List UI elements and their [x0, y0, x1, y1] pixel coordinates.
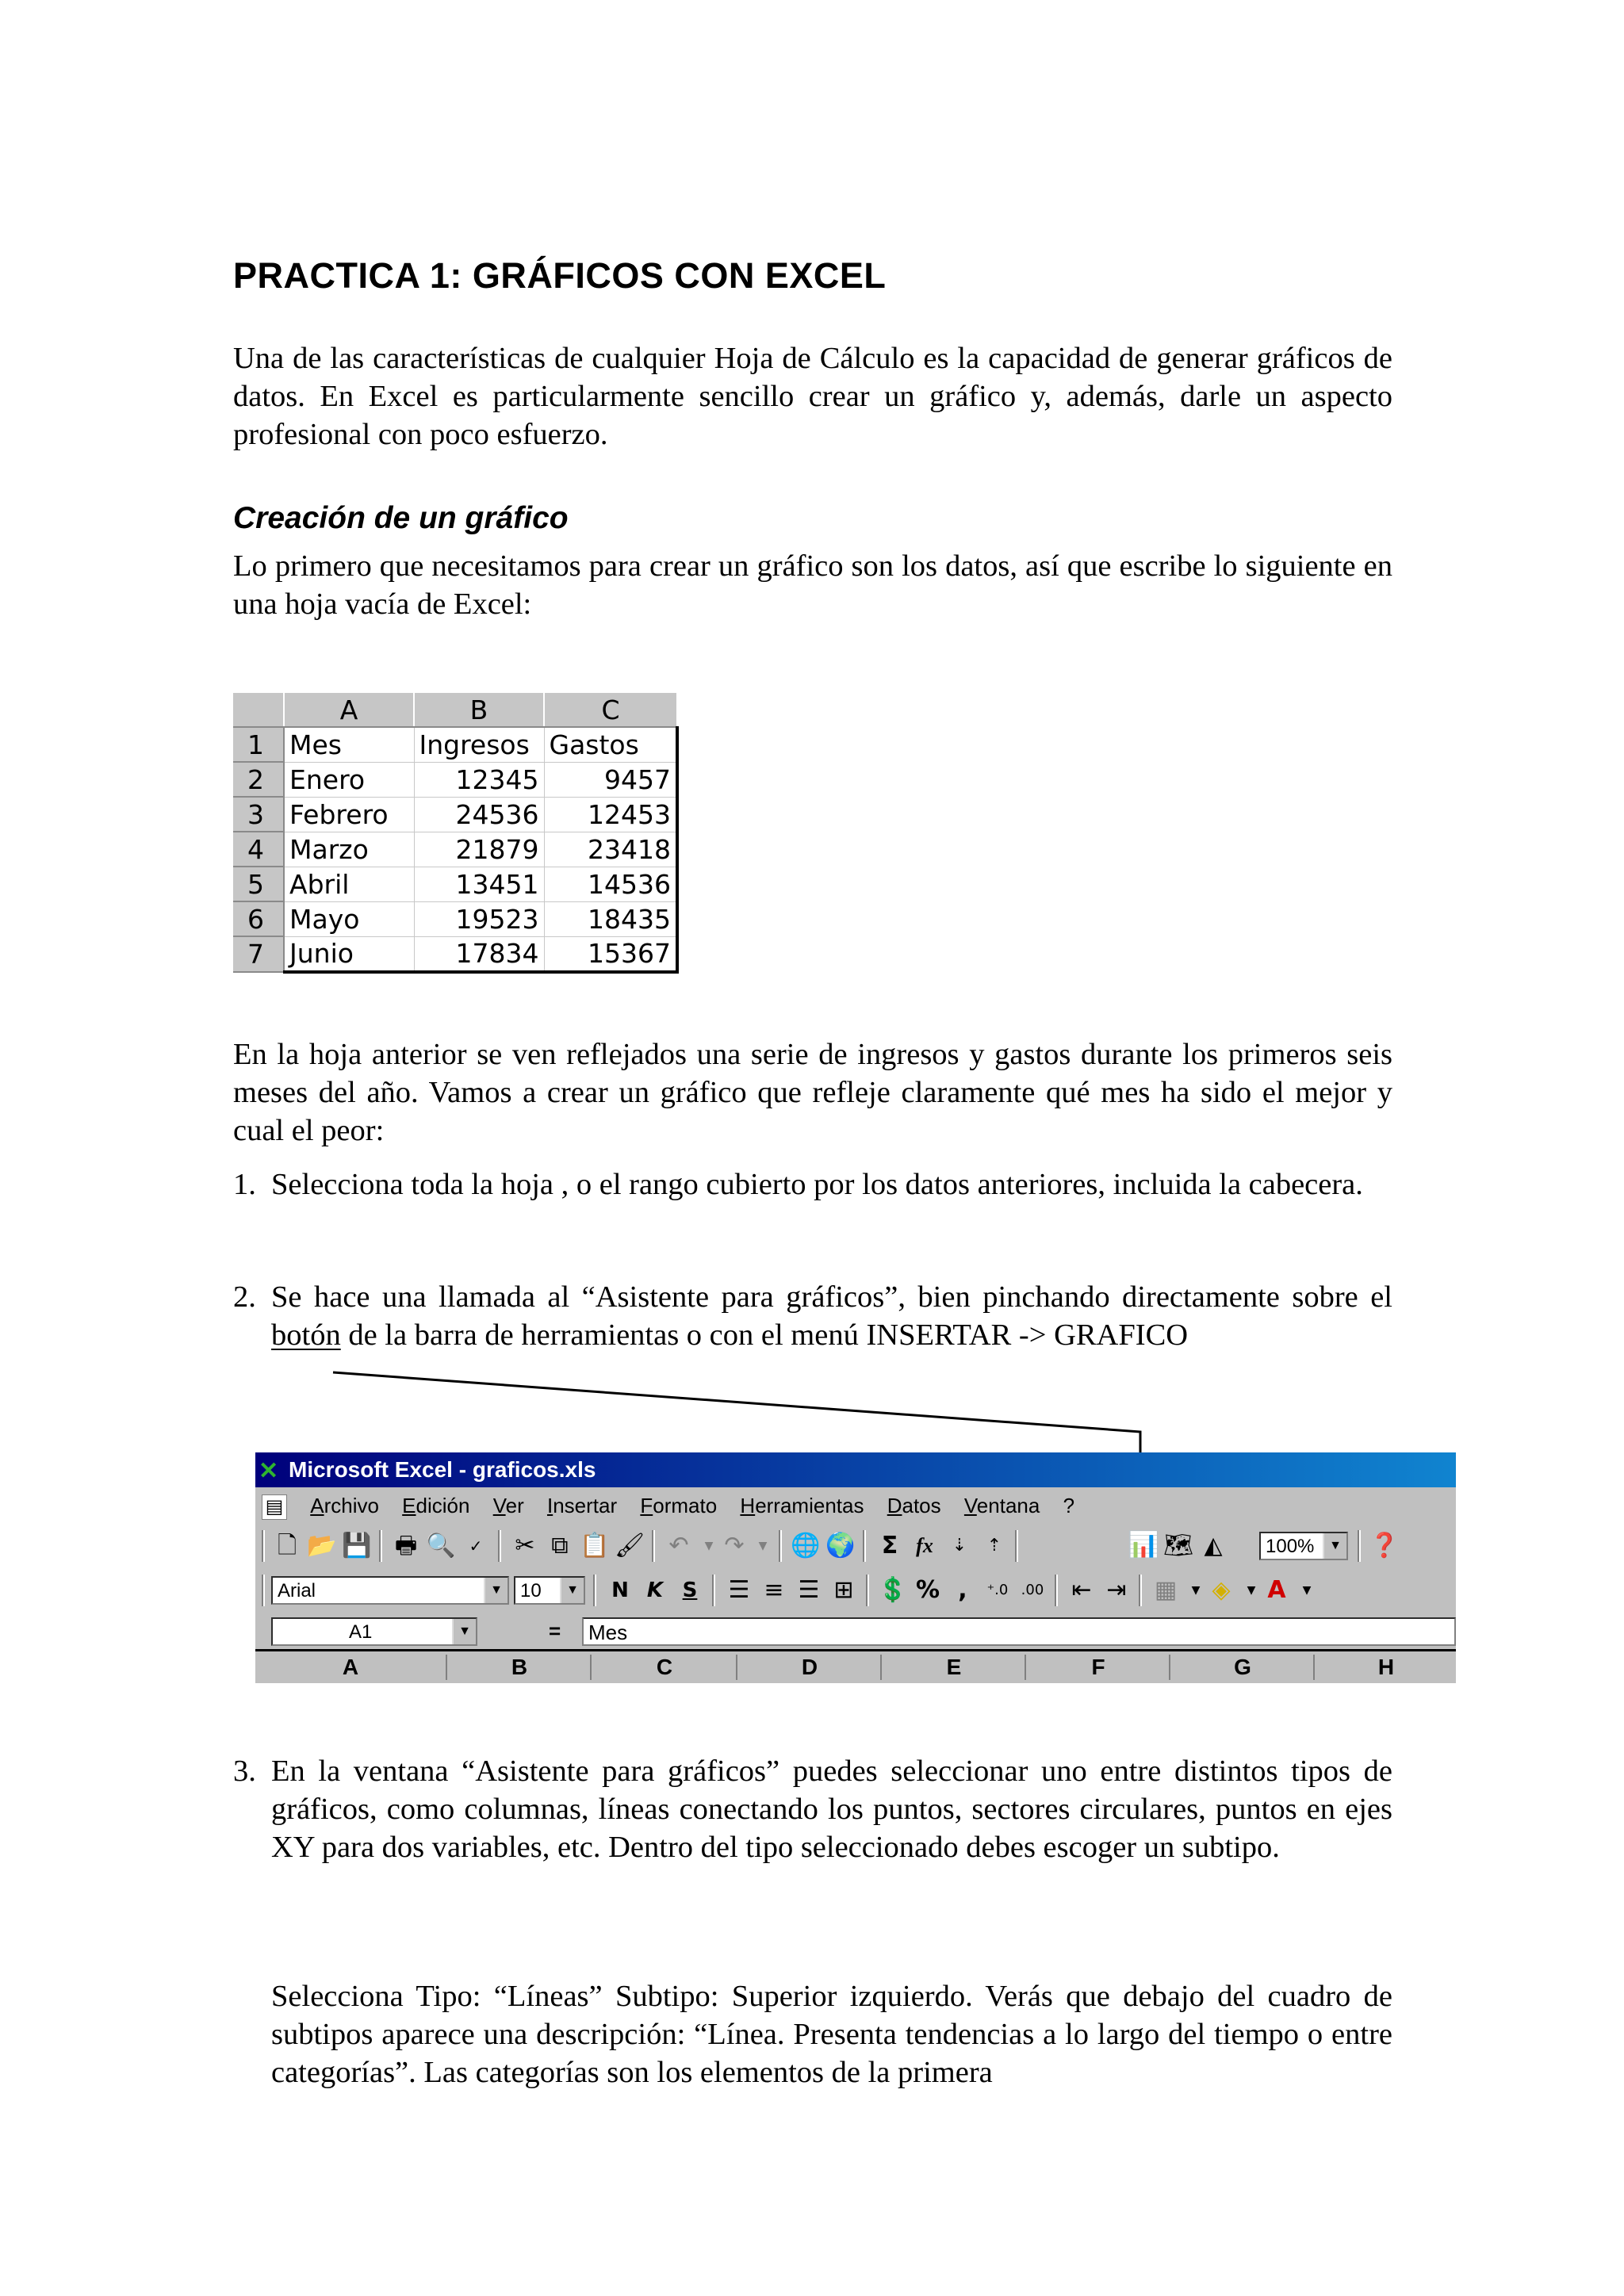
section-heading: Creación de un gráfico — [233, 501, 569, 535]
web-toolbar-icon[interactable]: 🌐 — [791, 1532, 821, 1559]
percent-icon[interactable]: % — [915, 1576, 940, 1604]
column-header: B — [414, 693, 544, 727]
sort-descending-icon[interactable]: ⇡ — [986, 1536, 1002, 1556]
cell: Mes — [284, 727, 414, 762]
comma-style-icon[interactable]: , — [958, 1576, 967, 1604]
fill-color-dropdown-icon[interactable]: ▼ — [1247, 1584, 1256, 1597]
print-preview-icon[interactable]: 🔍 — [426, 1532, 456, 1559]
cell: 23418 — [544, 832, 677, 867]
row-header: 6 — [233, 901, 284, 936]
cell: 14536 — [544, 867, 677, 901]
currency-icon[interactable]: 💲 — [878, 1576, 908, 1604]
row-header: 3 — [233, 797, 284, 832]
col-header-a[interactable]: A — [342, 1655, 359, 1679]
undo-dropdown-icon[interactable]: ▼ — [704, 1540, 714, 1552]
zoom-value: 100% — [1266, 1536, 1315, 1557]
excel-logo-icon: ✕ — [259, 1457, 279, 1484]
italic-button[interactable]: K — [646, 1578, 664, 1602]
menu-ayuda[interactable]: ? — [1063, 1494, 1075, 1517]
zoom-select[interactable] — [1259, 1532, 1348, 1560]
after-sheet-paragraph: En la hoja anterior se ven reflejados una serie de ingresos y gastos durante los primeros seis meses del año. Vamos a crear un gráfico que refleje claramente qué mes ha sido el mejor y cual el peor: — [233, 1038, 1392, 1147]
font-size-value: 10 — [520, 1580, 542, 1601]
step-number: 3. — [233, 1755, 256, 1788]
cell: 12453 — [544, 797, 677, 832]
save-icon[interactable]: 💾 — [342, 1532, 372, 1559]
cell: 21879 — [414, 832, 544, 867]
column-header: A — [284, 693, 414, 727]
decrease-indent-icon[interactable]: ⇤ — [1071, 1576, 1092, 1604]
step-number: 1. — [233, 1168, 256, 1201]
section-intro-paragraph: Lo primero que necesitamos para crear un gráfico son los datos, así que escribe lo siguiente en una hoja vacía de Excel: — [233, 549, 1392, 621]
redo-icon[interactable]: ↷ — [724, 1532, 745, 1559]
function-icon[interactable]: fx — [916, 1534, 933, 1557]
paste-icon[interactable]: 📋 — [580, 1532, 610, 1559]
column-headers — [255, 1649, 1456, 1683]
equals-sign[interactable]: = — [549, 1619, 561, 1643]
font-select[interactable] — [271, 1576, 509, 1605]
cell: 18435 — [544, 901, 677, 936]
excel-window-title: Microsoft Excel - graficos.xls — [289, 1457, 596, 1482]
drawing-icon[interactable]: ◭ — [1204, 1532, 1223, 1559]
borders-dropdown-icon[interactable]: ▼ — [1191, 1584, 1201, 1597]
document-icon[interactable]: ▤ — [262, 1494, 287, 1520]
step-3 — [233, 1752, 1392, 1871]
menu-herramientas[interactable]: Herramientas — [740, 1494, 864, 1517]
chart-wizard-icon[interactable]: 📊 — [1128, 1529, 1159, 1559]
merge-center-icon[interactable]: ⊞ — [833, 1576, 854, 1604]
col-header-h[interactable]: H — [1313, 1655, 1457, 1680]
open-icon[interactable]: 📂 — [307, 1532, 337, 1559]
font-value: Arial — [278, 1580, 316, 1601]
undo-icon[interactable]: ↶ — [668, 1532, 689, 1559]
col-header-c[interactable]: C — [590, 1655, 737, 1680]
chevron-down-icon[interactable]: ▼ — [452, 1619, 476, 1644]
increase-decimal-icon[interactable]: ⁺.0 — [986, 1582, 1009, 1598]
step-text-part: Se hace una llamada al “Asistente para gráficos”, bien pinchando directamente sobre el — [271, 1280, 1392, 1314]
print-icon[interactable]: 🖶 — [394, 1532, 418, 1559]
fill-color-icon[interactable]: ◈ — [1212, 1576, 1231, 1604]
hyperlink-icon[interactable]: 🌍 — [825, 1532, 856, 1559]
cell: Enero — [284, 762, 414, 797]
formatting-toolbar — [255, 1568, 1456, 1613]
align-right-icon[interactable]: ☰ — [798, 1576, 820, 1604]
copy-icon[interactable]: ⧉ — [551, 1532, 569, 1559]
cell: Abril — [284, 867, 414, 901]
name-box[interactable] — [271, 1617, 477, 1646]
step-number: 2. — [233, 1280, 256, 1314]
step-text: En la ventana “Asistente para gráficos” puedes seleccionar uno entre distintos tipos de gráficos, como columnas, líneas conectando los puntos, sectores circulares, puntos en ejes XY para dos variables, etc. Dentro del tipo seleccionado debes escoger un subtipo. — [271, 1755, 1392, 1864]
spelling-icon[interactable]: ✓ — [469, 1536, 483, 1556]
row-header: 7 — [233, 936, 284, 972]
cell: 24536 — [414, 797, 544, 832]
excel-menu-bar — [255, 1487, 1456, 1524]
page-title: PRACTICA 1: GRÁFICOS CON EXCEL — [233, 255, 887, 296]
formula-bar — [255, 1613, 1456, 1647]
cut-icon[interactable]: ✂ — [515, 1532, 535, 1559]
font-color-icon[interactable]: A — [1267, 1576, 1286, 1604]
step-text: Selecciona toda la hoja , o el rango cubierto por los datos anteriores, incluida la cabecera. — [271, 1168, 1363, 1201]
chevron-down-icon[interactable]: ▼ — [560, 1578, 584, 1603]
col-header-b[interactable]: B — [446, 1655, 592, 1680]
increase-indent-icon[interactable]: ⇥ — [1106, 1576, 1127, 1604]
cell: Marzo — [284, 832, 414, 867]
formula-input[interactable] — [582, 1617, 1456, 1646]
name-box-value: A1 — [349, 1621, 373, 1643]
menu-archivo[interactable]: Archivo — [310, 1494, 379, 1517]
cell: Febrero — [284, 797, 414, 832]
cell: 12345 — [414, 762, 544, 797]
menu-edicion[interactable]: Edición — [402, 1494, 470, 1517]
formula-value: Mes — [588, 1621, 628, 1644]
menu-datos[interactable]: Datos — [887, 1494, 941, 1517]
redo-dropdown-icon[interactable]: ▼ — [758, 1540, 768, 1552]
menu-formato[interactable]: Formato — [640, 1494, 718, 1517]
borders-icon[interactable]: ▦ — [1154, 1576, 1178, 1604]
cell: Gastos — [544, 727, 677, 762]
col-header-g[interactable]: G — [1169, 1655, 1315, 1680]
col-header-d[interactable]: D — [736, 1655, 882, 1680]
menu-insertar[interactable]: Insertar — [546, 1494, 618, 1517]
intro-paragraph: Una de las características de cualquier Hoja de Cálculo es la capacidad de generar gráficos de datos. En Excel es particularmente sencillo crear un gráfico y, además, darle un aspecto profesional con poco esfuerzo. — [233, 342, 1392, 451]
excel-window — [255, 1452, 1456, 1681]
align-left-icon[interactable]: ☰ — [728, 1576, 750, 1604]
chevron-down-icon[interactable]: ▼ — [484, 1578, 508, 1603]
chart-button-reference: botón — [271, 1318, 341, 1352]
chevron-down-icon[interactable]: ▼ — [1323, 1533, 1346, 1559]
column-header: C — [544, 693, 677, 727]
cell: 17834 — [414, 936, 544, 972]
row-header: 4 — [233, 832, 284, 867]
col-header-f[interactable]: F — [1025, 1655, 1170, 1680]
new-icon[interactable]: 🗋 — [277, 1532, 297, 1559]
menu-ventana[interactable]: Ventana — [963, 1494, 1040, 1517]
underline-button[interactable]: S — [682, 1578, 698, 1602]
help-icon[interactable]: ❓ — [1369, 1532, 1400, 1559]
font-size-select[interactable] — [514, 1576, 585, 1605]
step-3-continuation: Selecciona Tipo: “Líneas” Subtipo: Superior izquierdo. Verás que debajo del cuadro de subtipos aparece una descripción: “Línea. Presenta tendencias a lo largo del tiempo o entre categorías”. Las categorías son los elementos de la primera — [271, 1980, 1392, 2089]
cell: Ingresos — [414, 727, 544, 762]
bold-button[interactable]: N — [611, 1578, 629, 1602]
decrease-decimal-icon[interactable]: .00 — [1021, 1582, 1044, 1598]
menu-ver[interactable]: Ver — [492, 1494, 524, 1517]
cell: Junio — [284, 936, 414, 972]
format-painter-icon[interactable]: 🖌 — [614, 1532, 645, 1559]
col-header-e[interactable]: E — [880, 1655, 1026, 1680]
step-text-part: de la barra de herramientas o con el menú INSERTAR -> GRAFICO — [340, 1318, 1189, 1352]
cell: 15367 — [544, 936, 677, 972]
autosum-icon[interactable]: Σ — [881, 1532, 898, 1559]
cell: Mayo — [284, 901, 414, 936]
font-color-dropdown-icon[interactable]: ▼ — [1302, 1584, 1312, 1597]
align-center-icon[interactable]: ≡ — [764, 1576, 784, 1604]
cell: 9457 — [544, 762, 677, 797]
row-header: 5 — [233, 867, 284, 901]
standard-toolbar — [255, 1524, 1456, 1568]
sort-ascending-icon[interactable]: ⇣ — [952, 1536, 967, 1556]
row-header: 1 — [233, 727, 284, 762]
map-icon[interactable]: 🗺 — [1162, 1532, 1194, 1559]
cell: 19523 — [414, 901, 544, 936]
row-header: 2 — [233, 762, 284, 797]
excel-title-bar — [255, 1452, 1456, 1487]
cell: 13451 — [414, 867, 544, 901]
